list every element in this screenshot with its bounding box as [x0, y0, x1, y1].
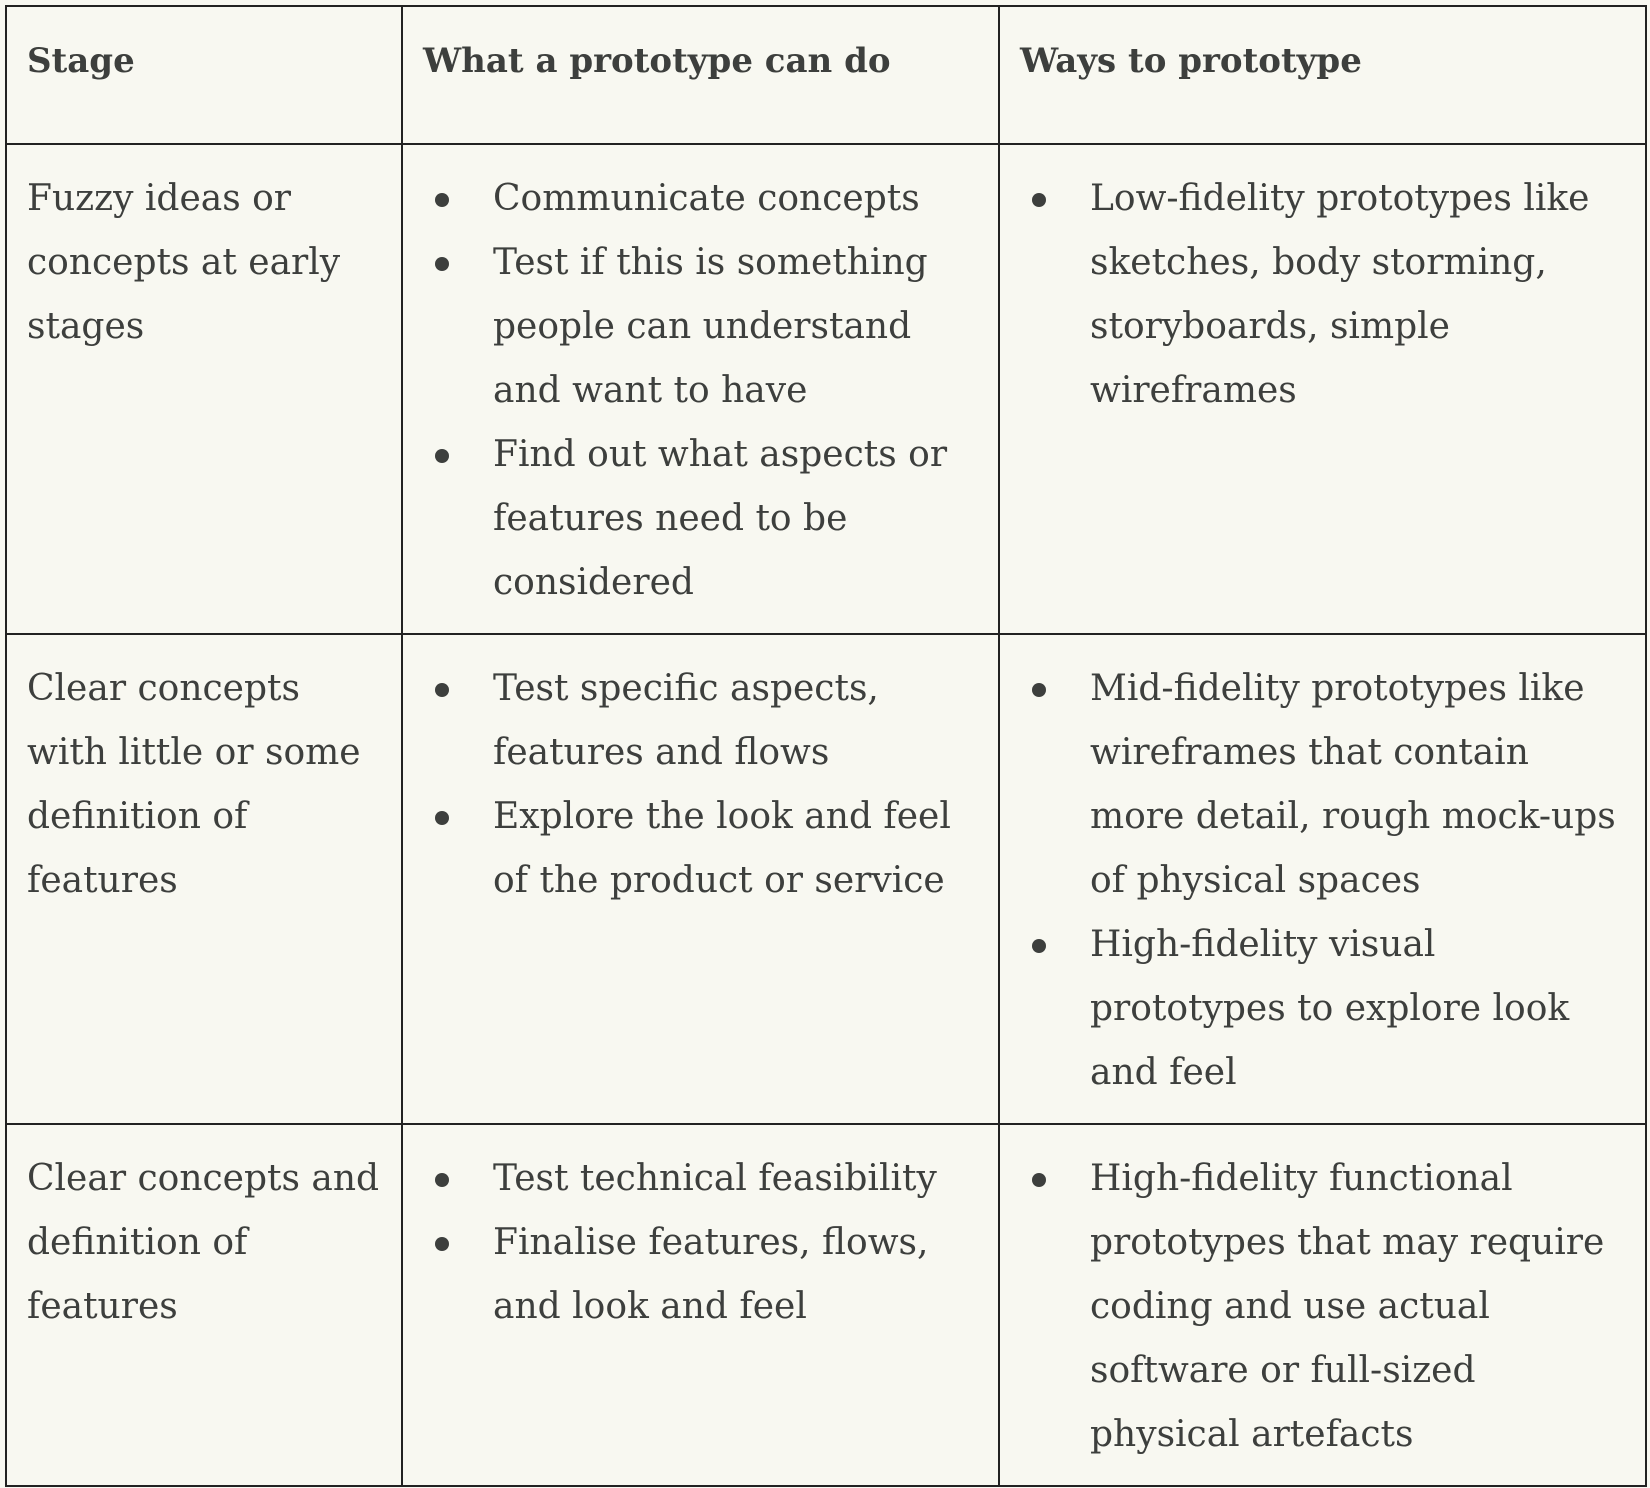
bullet-icon — [435, 1237, 449, 1251]
list-item — [423, 423, 978, 615]
methods-cell — [999, 144, 1646, 634]
bullet-icon — [435, 811, 449, 825]
list-item — [1020, 1147, 1625, 1467]
methods-list — [1020, 167, 1625, 423]
bullet-icon — [1032, 1173, 1046, 1187]
list-item-text: Test technical feasibility — [493, 1158, 937, 1199]
stage-cell — [6, 1124, 402, 1486]
header-row — [6, 6, 1646, 144]
list-item-text: Mid-fidelity prototypes like wireframes that contain more detail, rough mock-ups of physical spaces — [1090, 668, 1616, 901]
list-item-text: Test specific aspects, features and flows — [493, 668, 879, 773]
bullet-icon — [435, 683, 449, 697]
list-item-text: Explore the look and feel of the product or service — [493, 796, 951, 901]
list-item-text: Low-fidelity prototypes like sketches, body storming, storyboards, simple wireframes — [1090, 178, 1590, 411]
list-item-text: High-fidelity functional prototypes that may require coding and use actual software or full-sized physical artefacts — [1090, 1158, 1605, 1455]
list-item — [1020, 913, 1625, 1105]
bullet-icon — [1032, 193, 1046, 207]
list-item — [1020, 167, 1625, 423]
capabilities-list — [423, 1147, 978, 1339]
table-row — [6, 634, 1646, 1124]
methods-list — [1020, 657, 1625, 1105]
bullet-icon — [435, 449, 449, 463]
methods-list — [1020, 1147, 1625, 1467]
header-stage: Stage — [6, 6, 402, 144]
list-item-text: Test if this is something people can understand and want to have — [493, 242, 928, 411]
list-item-text: Finalise features, flows, and look and feel — [493, 1222, 929, 1327]
list-item — [423, 657, 978, 785]
list-item-text: Communicate concepts — [493, 178, 920, 219]
list-item — [423, 1211, 978, 1339]
prototyping-stages-table — [5, 5, 1647, 1487]
list-item — [423, 785, 978, 913]
header-methods: Ways to prototype — [999, 6, 1646, 144]
capabilities-list — [423, 657, 978, 913]
list-item-text: Find out what aspects or features need to be considered — [493, 434, 948, 603]
stage-cell — [6, 634, 402, 1124]
table-header — [6, 6, 1646, 144]
methods-cell — [999, 1124, 1646, 1486]
capabilities-cell — [402, 634, 999, 1124]
capabilities-list — [423, 167, 978, 615]
bullet-icon — [435, 1173, 449, 1187]
stage-cell — [6, 144, 402, 634]
list-item-text: High-fidelity visual prototypes to explore look and feel — [1090, 924, 1570, 1093]
bullet-icon — [435, 193, 449, 207]
bullet-icon — [1032, 683, 1046, 697]
bullet-icon — [435, 257, 449, 271]
list-item — [423, 167, 978, 231]
table-row — [6, 1124, 1646, 1486]
methods-cell — [999, 634, 1646, 1124]
bullet-icon — [1032, 939, 1046, 953]
stage-text: Fuzzy ideas or concepts at early stages — [27, 178, 341, 347]
table-row — [6, 144, 1646, 634]
capabilities-cell — [402, 1124, 999, 1486]
capabilities-cell — [402, 144, 999, 634]
stage-text: Clear concepts with little or some definition of features — [27, 668, 361, 901]
stage-text: Clear concepts and definition of features — [27, 1158, 380, 1327]
header-capabilities: What a prototype can do — [402, 6, 999, 144]
list-item — [1020, 657, 1625, 913]
list-item — [423, 1147, 978, 1211]
table-body — [6, 144, 1646, 1486]
list-item — [423, 231, 978, 423]
